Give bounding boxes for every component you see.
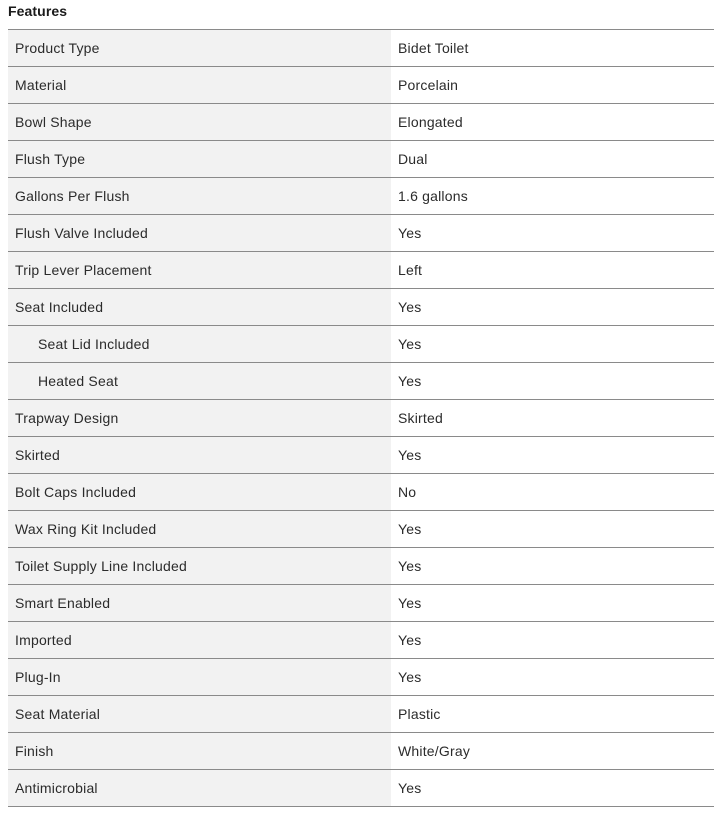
feature-label: Seat Included [8,289,391,326]
table-row [8,585,714,622]
table-row [8,104,714,141]
feature-label: Gallons Per Flush [8,178,391,215]
feature-value: Yes [391,289,714,326]
feature-value: Left [391,252,714,289]
table-row [8,252,714,289]
table-row [8,400,714,437]
feature-value: Yes [391,585,714,622]
feature-value: Yes [391,770,714,807]
table-row [8,215,714,252]
feature-label: Flush Valve Included [8,215,391,252]
feature-value: Porcelain [391,67,714,104]
table-row [8,363,714,400]
feature-value: Yes [391,511,714,548]
features-table-body [8,30,714,807]
feature-label: Plug-In [8,659,391,696]
table-row [8,474,714,511]
section-title: Features [8,3,68,19]
table-row [8,289,714,326]
feature-value: White/Gray [391,733,714,770]
feature-label: Flush Type [8,141,391,178]
feature-value: Yes [391,622,714,659]
feature-value: Dual [391,141,714,178]
table-row [8,770,714,807]
feature-value: 1.6 gallons [391,178,714,215]
feature-value: Plastic [391,696,714,733]
feature-label: Bolt Caps Included [8,474,391,511]
feature-value: Skirted [391,400,714,437]
table-row [8,326,714,363]
feature-value: Elongated [391,104,714,141]
feature-label: Wax Ring Kit Included [8,511,391,548]
table-row [8,733,714,770]
feature-label: Product Type [8,30,391,67]
feature-value: Bidet Toilet [391,30,714,67]
feature-label: Material [8,67,391,104]
table-row [8,178,714,215]
feature-label: Trip Lever Placement [8,252,391,289]
table-row [8,511,714,548]
features-table [8,29,714,807]
feature-value: Yes [391,437,714,474]
table-row [8,141,714,178]
feature-value: Yes [391,548,714,585]
feature-label: Trapway Design [8,400,391,437]
feature-label: Seat Lid Included [8,326,391,363]
feature-label: Toilet Supply Line Included [8,548,391,585]
feature-value: Yes [391,363,714,400]
feature-value: Yes [391,215,714,252]
feature-label: Imported [8,622,391,659]
table-row [8,30,714,67]
feature-label: Smart Enabled [8,585,391,622]
feature-value: No [391,474,714,511]
table-row [8,696,714,733]
table-row [8,548,714,585]
feature-label: Seat Material [8,696,391,733]
feature-value: Yes [391,659,714,696]
feature-label: Heated Seat [8,363,391,400]
table-row [8,622,714,659]
feature-label: Antimicrobial [8,770,391,807]
feature-label: Finish [8,733,391,770]
feature-label: Bowl Shape [8,104,391,141]
table-row [8,659,714,696]
table-row [8,67,714,104]
table-row [8,437,714,474]
feature-label: Skirted [8,437,391,474]
feature-value: Yes [391,326,714,363]
